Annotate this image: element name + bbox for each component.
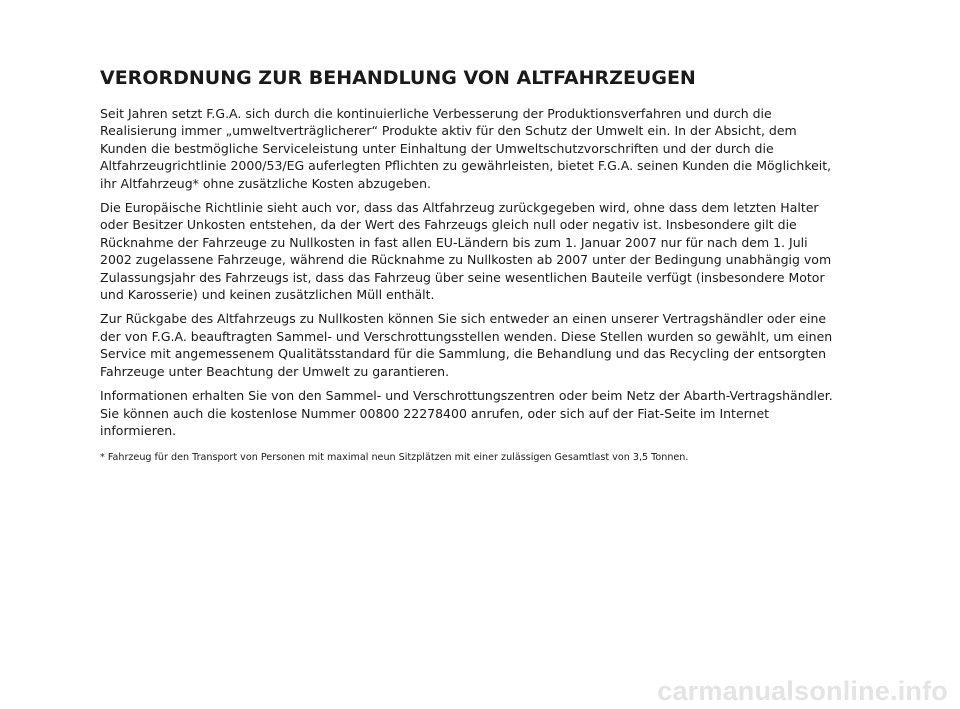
paragraph-information: Informationen erhalten Sie von den Sammel- und Verschrottungszentren oder beim Netz der Abarth-Vertragshändler. Sie können auch die kostenlose Nummer 00800 22278400 anrufen, oder sich auf der Fiat-Seite im Internet informieren.	[100, 388, 833, 438]
page-title: VERORDNUNG ZUR BEHANDLUNG VON ALTFAHRZEUGEN	[100, 67, 696, 89]
body-text	[100, 105, 835, 446]
paragraph-eu-directive: Die Europäische Richtlinie sieht auch vor, dass das Altfahrzeug zurückgegeben wird, ohne dass dem letzten Halter oder Besitzer Unkosten entstehen, da der Wert des Fahrzeugs gleich null oder negativ ist. Insbesondere gilt die Rücknahme der Fahrzeuge zu Nullkosten in fast allen EU-Ländern bis zum 1. Januar 2007 nur für nach dem 1. Juli 2002 zugelassene Fahrzeuge, während die Rücknahme zu Nullkosten ab 2007 unter der Bedingung unabhängig vom Zulassungsjahr des Fahrzeugs ist, dass das Fahrzeug über seine wesentlichen Bauteile verfügt (insbesondere Motor und Karosserie) und keinen zusätzlichen Müll enthält.	[100, 200, 832, 303]
paragraph-intro: Seit Jahren setzt F.G.A. sich durch die kontinuierliche Verbesserung der Produktionsverfahren und durch die Realisierung immer „umweltverträglicherer“ Produkte aktiv für den Schutz der Umwelt ein. In der Absicht, dem Kunden die bestmögliche Serviceleistung unter Einhaltung der Umweltschutzvorschriften und der durch die Altfahrzeugrichtlinie 2000/53/EG auferlegten Pflichten zu gewährleisten, bietet F.G.A. seinen Kunden die Möglichkeit, ihr Altfahrzeug* ohne zusätzliche Kosten abzugeben.	[100, 106, 832, 191]
watermark-text: carmanualsonline.info	[657, 676, 948, 706]
footnote: * Fahrzeug für den Transport von Personen mit maximal neun Sitzplätzen mit einer zulässigen Gesamtlast von 3,5 Tonnen.	[100, 452, 689, 463]
paragraph-return-process: Zur Rückgabe des Altfahrzeugs zu Nullkosten können Sie sich entweder an einen unserer Vertragshändler oder eine der von F.G.A. beauftragten Sammel- und Verschrottungsstellen wenden. Diese Stellen wurden so gewählt, um einen Service mit angemessenem Qualitätsstandard für die Sammlung, die Behandlung und das Recycling der entsorgten Fahrzeuge unter Beachtung der Umwelt zu garantieren.	[100, 311, 833, 379]
